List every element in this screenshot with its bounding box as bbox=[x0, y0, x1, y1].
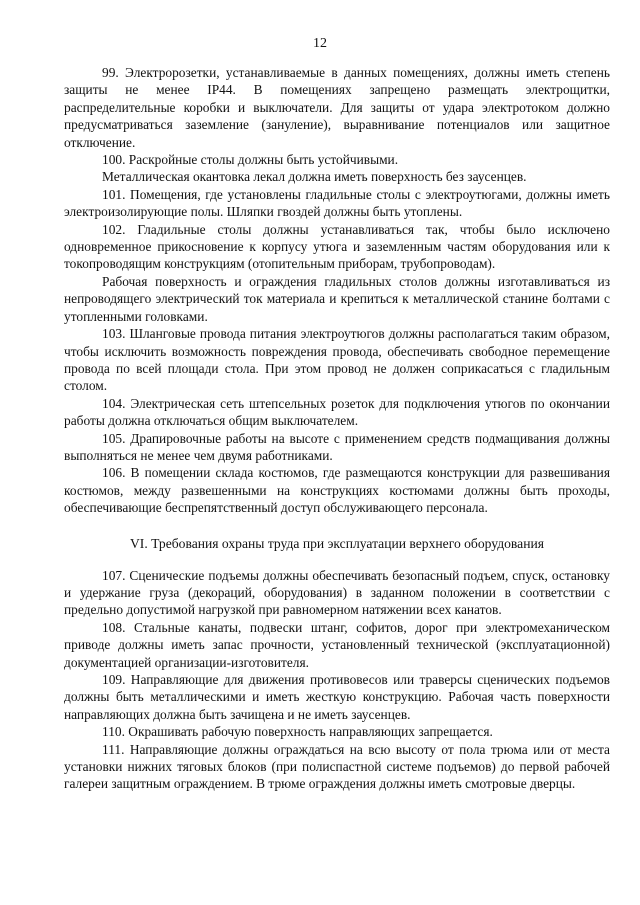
paragraph-104: 104. Электрическая сеть штепсельных розеток для подключения утюгов по окончании работы должна отключаться общим выключателем. bbox=[64, 395, 610, 429]
page-number: 12 bbox=[313, 36, 327, 51]
section-heading-text: VI. Требования охраны труда при эксплуатации верхнего оборудования bbox=[129, 535, 544, 551]
paragraph-100: 100. Раскройные столы должны быть устойчивыми. bbox=[102, 152, 399, 168]
paragraph-110: 110. Окрашивать рабочую поверхность направляющих запрещается. bbox=[102, 724, 493, 740]
paragraph-102: 102. Гладильные столы должны устанавливаться так, чтобы было исключено одновременное прикосновение к корпусу утюга и заземленным частям оборудования или к токопроводящим конструкциям (отопительным приборам, трубопроводам). bbox=[64, 221, 610, 272]
paragraph-108: 108. Стальные канаты, подвески штанг, софитов, дорог при электромеханическом приводе должны иметь запас прочности, установленный технической (эксплуатационной) документацией организации-изготовителя. bbox=[64, 619, 610, 670]
paragraph-99: 99. Электророзетки, устанавливаемые в данных помещениях, должны иметь степень защиты не менее IP44. В помещениях запрещено размещать электрощитки, распределительные коробки и выключатели. Для защиты от удара электротоком должно предусматриваться заземление (зануление), выравнивание потенциалов или защитное отключение. bbox=[64, 65, 610, 150]
paragraph-106: 106. В помещении склада костюмов, где размещаются конструкции для развешивания костюмов, между развешенными на конструкциях костюмами должны быть проходы, обеспечивающие беспрепятственный доступ обслуживающего персонала. bbox=[64, 465, 610, 516]
paragraph-101: 101. Помещения, где установлены гладильные столы с электроутюгами, должны иметь электроизолирующие полы. Шляпки гвоздей должны быть утоплены. bbox=[64, 186, 610, 220]
paragraph-105: 105. Драпировочные работы на высоте с применением средств подмащивания должны выполняться не менее чем двумя работниками. bbox=[64, 430, 610, 463]
paragraph-109: 109. Направляющие для движения противовесов или траверсы сценических подъемов должны быть металлическими и иметь жесткую конструкцию. Рабочая часть поверхности направляющих должна быть зачищена и не иметь заусенцев. bbox=[64, 672, 610, 722]
paragraph-103: 103. Шланговые провода питания электроутюгов должны располагаться таким образом, чтобы исключить возможность повреждения провода, обеспечивать свободное перемещение провода по всей площади стола. При этом провод не должен соприкасаться с гладильным столом. bbox=[64, 326, 610, 394]
paragraph-100-cont: Металлическая окантовка лекал должна иметь поверхность без заусенцев. bbox=[102, 169, 527, 185]
paragraph-107: 107. Сценические подъемы должны обеспечивать безопасный подъем, спуск, остановку и удержание груза (декораций, оборудования) в заданном положении в соответствии с предельно допустимой нагрузкой при равномерном натяжении всех канатов. bbox=[64, 567, 610, 618]
section-heading bbox=[64, 535, 610, 553]
paragraph-102-cont: Рабочая поверхность и ограждения гладильных столов должны изготавливаться из непроводящего электрический ток материала и крепиться к металлической станине болтами с утопленными головками. bbox=[64, 273, 610, 324]
document-body bbox=[64, 64, 610, 793]
paragraph-111: 111. Направляющие должны ограждаться на всю высоту от пола трюма или от места установки нижних тяговых блоков (при полиспастной системе подъемов) до первой рабочей галереи защитным ограждением. В трюме ограждения должны иметь смотровые дверцы. bbox=[64, 741, 610, 792]
